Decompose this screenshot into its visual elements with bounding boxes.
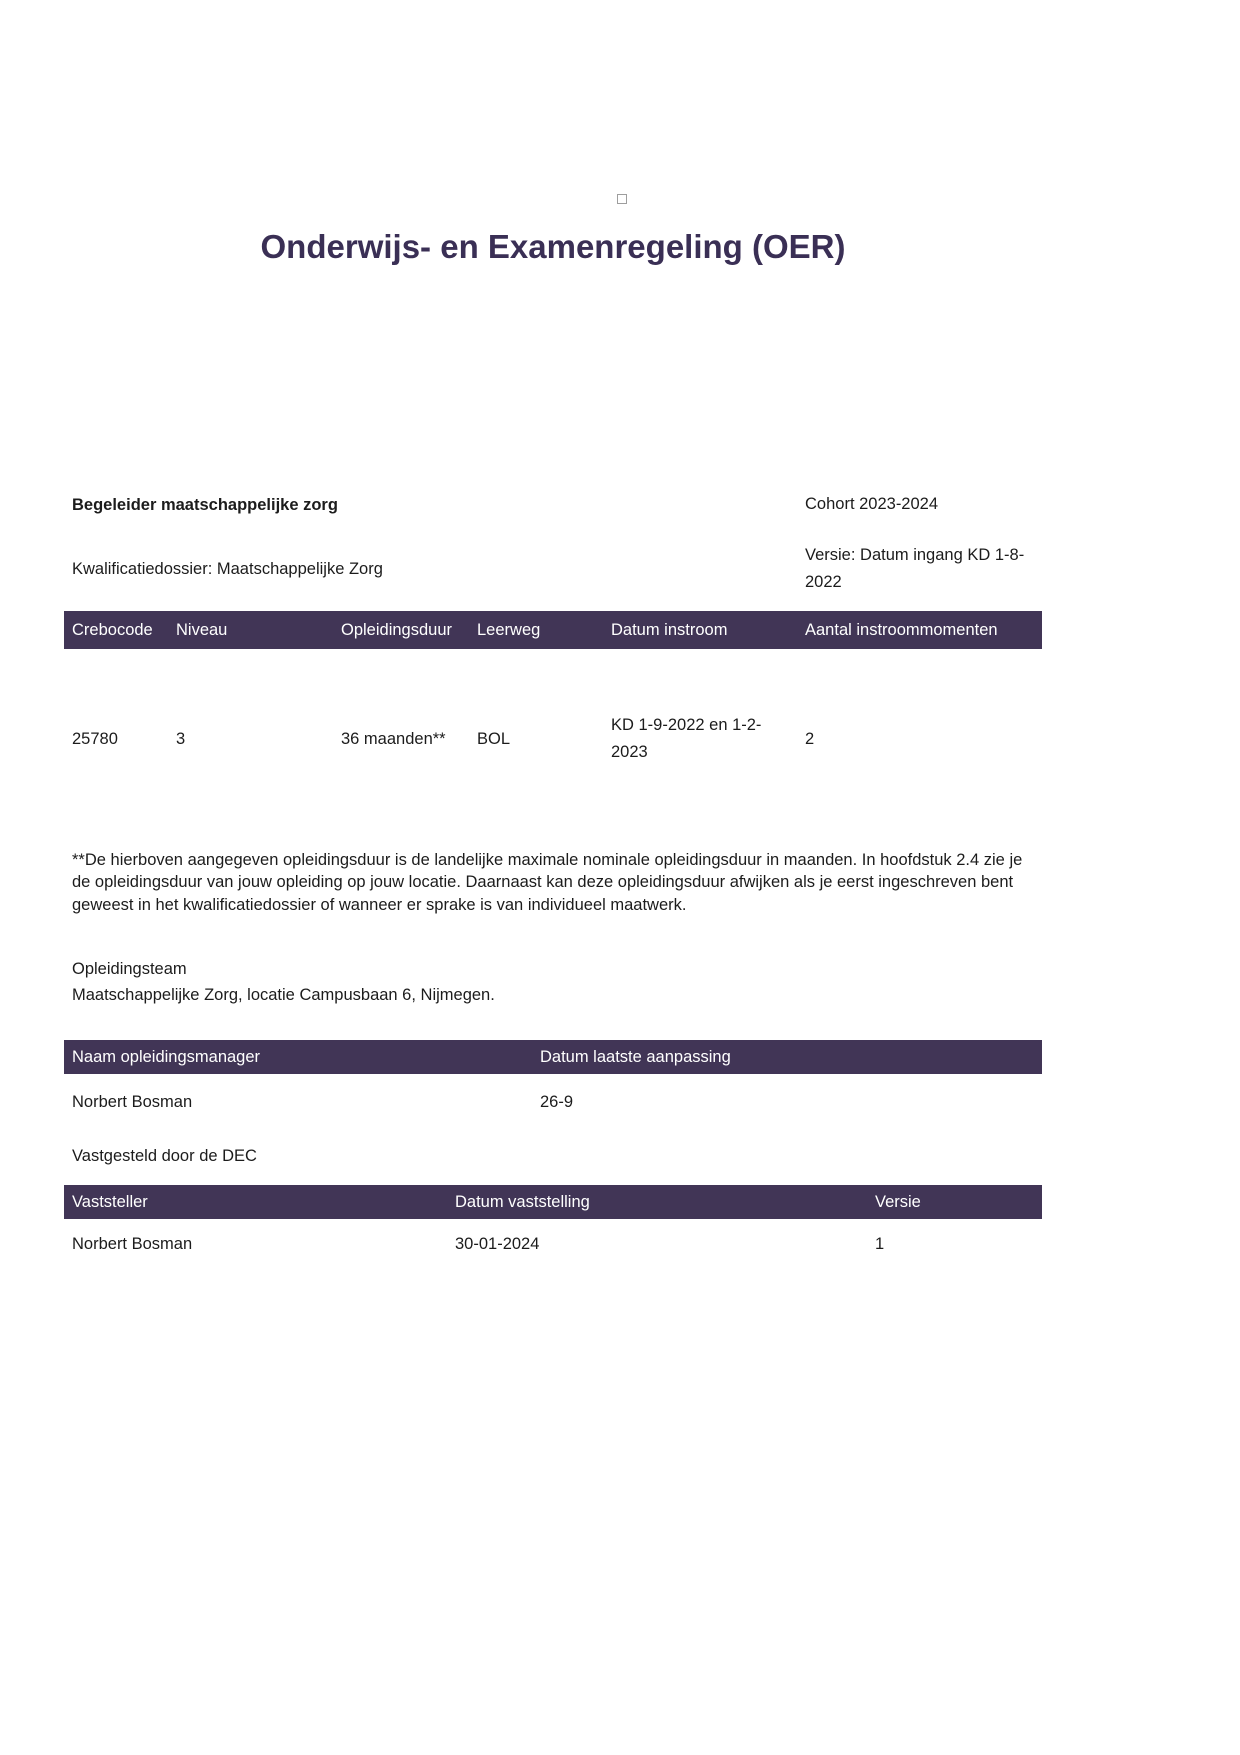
vastgesteld-door-dec-label: Vastgesteld door de DEC [72,1147,257,1165]
col-header-niveau: Niveau [176,620,228,639]
col-header-aantal-instroommomenten: Aantal instroommomenten [805,620,998,639]
program-name: Begeleider maatschappelijke zorg [72,495,338,514]
col-header-vaststeller: Vaststeller [72,1192,148,1211]
versie-value: 1 [875,1235,885,1253]
col-header-datum-laatste-aanpassing: Datum laatste aanpassing [540,1047,731,1066]
col-header-leerweg: Leerweg [477,620,541,639]
col-header-opleidingsduur: Opleidingsduur [341,620,452,639]
broken-image-placeholder-icon [617,194,627,204]
cohort-label: Cohort 2023-2024 [805,495,939,513]
dossier-meta-row [72,542,1042,596]
manager-table-row [64,1074,1042,1112]
opleidingsteam-label: Opleidingsteam [72,960,187,978]
opleidingsteam-block [72,957,1034,1008]
approval-table-header-row [64,1185,1042,1219]
program-meta-row [72,491,1042,518]
program-table-header-row [64,611,1042,649]
vaststeller-value: Norbert Bosman [72,1235,193,1253]
col-header-versie: Versie [875,1192,921,1211]
aantal-instroommomenten-value: 2 [805,729,815,748]
datum-laatste-aanpassing-value: 26-9 [540,1093,574,1111]
manager-table-header-row [64,1040,1042,1074]
col-header-naam-opleidingsmanager: Naam opleidingsmanager [72,1047,261,1066]
col-header-datum-instroom: Datum instroom [611,620,728,639]
approval-table-row [64,1219,1042,1254]
kwalificatiedossier-label: Kwalificatiedossier: Maatschappelijke Zorg [72,560,383,578]
manager-table [64,1040,1042,1112]
datum-vaststelling-value: 30-01-2024 [455,1235,540,1253]
leerweg-value: BOL [477,729,511,748]
col-header-crebocode: Crebocode [72,620,153,639]
opleidingsteam-location: Maatschappelijke Zorg, locatie Campusbaan 6, Nijmegen. [72,985,495,1004]
approval-table [64,1185,1042,1254]
crebocode-value: 25780 [72,729,118,748]
datum-instroom-value: KD 1-9-2022 en 1-2-2023 [611,716,762,761]
opleidingsmanager-value: Norbert Bosman [72,1093,193,1111]
niveau-value: 3 [176,729,186,748]
col-header-datum-vaststelling: Datum vaststelling [455,1192,590,1211]
program-table-row [64,649,1042,829]
opleidingsduur-value: 36 maanden** [341,729,446,748]
program-table [64,611,1042,829]
page-title: Onderwijs- en Examenregeling (OER) [260,228,846,265]
versie-label: Versie: Datum ingang KD 1-8-2022 [805,546,1025,591]
opleidingsduur-note: **De hierboven aangegeven opleidingsduur is de landelijke maximale nominale opleidingsduur in maanden. In hoofdstuk 2.4 zie je de opleidingsduur van jouw opleiding op jouw locatie. Daarnaast kan deze opleidingsduur afwijken als je eerst ingeschreven bent geweest in het kwalificatiedossier of wanneer er sprake is van individueel maatwerk. [72,851,1023,914]
